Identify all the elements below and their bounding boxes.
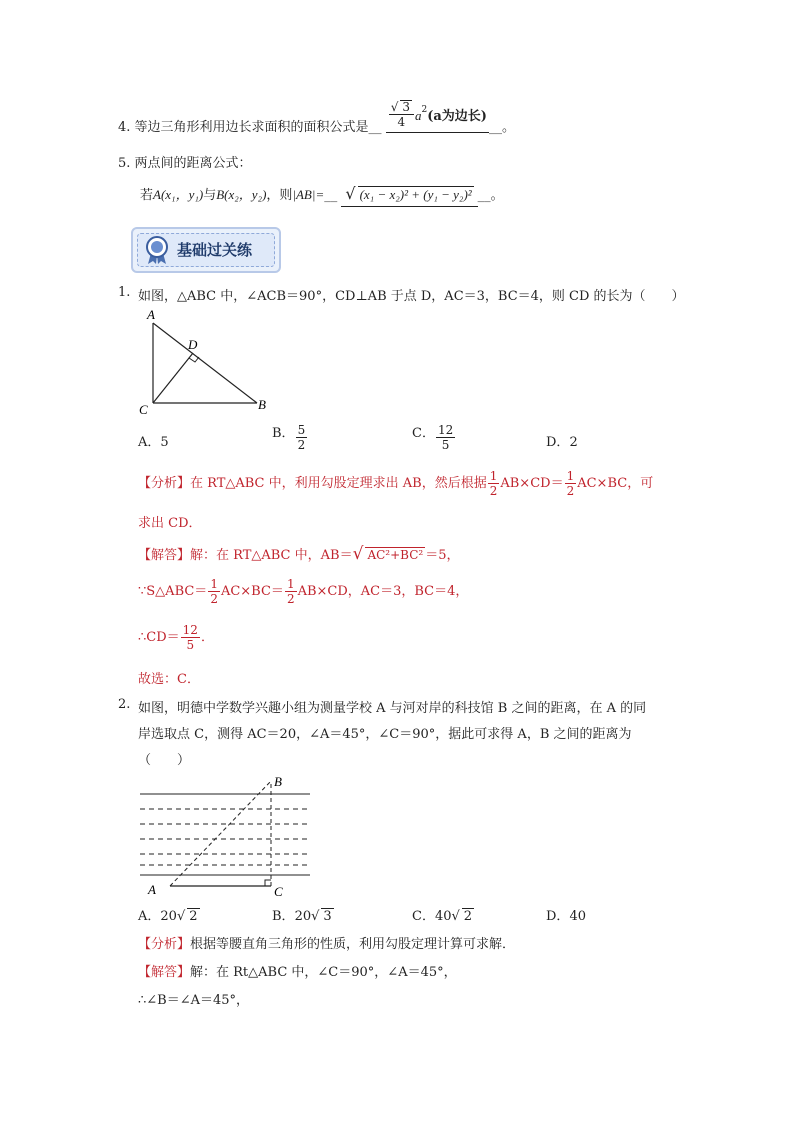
fraction-sqrt3-over-4 — [389, 100, 414, 128]
q1-triangle-figure — [130, 305, 280, 420]
point-b: B(x₂，y₂) — [216, 187, 267, 202]
answer-text: 解：在 Rt△ABC 中，∠C＝90°，∠A＝45°， — [190, 965, 457, 980]
section-banner — [131, 227, 281, 273]
item-4-text: 4. 等边三角形利用边长求面积的面积公式是 — [118, 120, 369, 135]
fraction-12-5: $\frac{12}{5}$ — [182, 623, 198, 652]
q1-number: 1. — [118, 285, 131, 300]
point-a: A(x₁，y₁) — [153, 187, 204, 202]
item-5-title: 5. 两点间的距离公式： — [118, 156, 252, 171]
blank-left: __ — [324, 188, 338, 203]
q1-option-c[interactable]: C． $\frac{12}{5}$ — [412, 423, 454, 452]
distance-formula — [341, 184, 477, 207]
exponent: 2 — [421, 105, 428, 116]
side-note: (a为边长) — [427, 108, 487, 124]
radicand: AC²+BC² — [367, 548, 424, 562]
then-word: ，则 — [266, 188, 293, 203]
half-fraction: $\frac{1}{2}$ — [210, 577, 218, 606]
q1-answer-line-3: ∴CD＝ $\frac{12}{5}$ ． — [138, 623, 214, 652]
variable-a: a — [414, 107, 422, 123]
label-c: C — [139, 402, 148, 417]
q2-option-b[interactable]: B．20√ 3 — [272, 909, 332, 924]
radicand: 3 — [402, 100, 410, 114]
blank-right: __。 — [477, 188, 504, 203]
q1-choice: 故选：C． — [138, 672, 200, 687]
half-fraction: $\frac{1}{2}$ — [286, 577, 295, 606]
analysis-tag: 【分析】 — [138, 476, 191, 491]
side-ab — [153, 323, 257, 403]
q1-stem: 如图，△ABC 中，∠ACB＝90°，CD⊥AB 于点 D，AC＝3，BC＝4，则 CD 的长为（ ） — [138, 289, 685, 304]
fraction-12-5: $\frac{12}{5}$ — [437, 423, 454, 452]
q2-option-c[interactable]: C．40√ 2 — [412, 909, 473, 924]
analysis-tag: 【分析】 — [138, 937, 191, 952]
blank-left: __ — [368, 120, 382, 135]
label-c: C — [274, 884, 283, 897]
ab-length: |AB|= — [292, 187, 325, 202]
label-b: B — [258, 397, 266, 412]
q2-number: 2. — [118, 697, 131, 712]
q1-option-d[interactable]: D．2 — [546, 435, 578, 450]
analysis-text-1: 在 RT△ABC 中，利用勾股定理求出 AB，然后根据 — [190, 476, 487, 491]
area-formula — [386, 100, 489, 133]
q1-option-b[interactable]: B． $\frac{5}{2}$ — [272, 423, 306, 452]
radical-sign: √ — [390, 100, 399, 114]
radical-sign: √ — [352, 544, 364, 564]
answer-tag: 【解答】 — [138, 548, 191, 563]
radicand: (x₁ − x₂)² + (y₁ − y₂)² — [359, 187, 472, 202]
q2-answer-line-1 — [138, 961, 457, 980]
q1-analysis-line-2: 求出 CD． — [138, 516, 202, 531]
item-5-formula-line — [140, 184, 504, 212]
blank-right: __。 — [488, 120, 515, 135]
q2-stem-line-2: 岸选取点 C，测得 AC＝20，∠A＝45°，∠C＝90°，据此可求得 A，B 之间的距离为 — [138, 727, 632, 742]
label-d: D — [188, 337, 198, 352]
q1-answer-line-2: ∵S△ABC＝ $\frac{1}{2}$ AC×BC＝ $\frac{1}{2}$ AB×CD，AC＝3，BC＝4， — [138, 577, 469, 606]
q2-stem-line-3: （ ） — [138, 753, 191, 768]
label-b: B — [274, 774, 282, 789]
label-a: A — [147, 307, 155, 322]
item-4 — [118, 100, 515, 146]
q2-option-d[interactable]: D．40 — [546, 909, 586, 924]
label-a: A — [148, 882, 156, 897]
right-angle-mark — [265, 880, 271, 886]
medal-icon — [143, 235, 171, 265]
if-word: 若 — [140, 188, 154, 203]
q2-stem-line-1: 如图，明德中学数学兴趣小组为测量学校 A 与河对岸的科技馆 B 之间的距离，在 A 的同 — [138, 701, 647, 716]
fraction-5-2: $\frac{5}{2}$ — [297, 423, 306, 452]
q1-answer-line-1: 【解答】解：在 RT△ABC 中，AB＝√ AC²+BC² ＝5， — [138, 544, 460, 564]
half-fraction: $\frac{1}{2}$ — [566, 469, 575, 498]
q2-answer-line-2: ∴∠B＝∠A＝45°， — [138, 993, 250, 1008]
q2-analysis — [138, 933, 515, 952]
banner-title: 基础过关练 — [177, 241, 253, 259]
q2-river-figure — [135, 772, 315, 897]
altitude-cd — [153, 353, 193, 403]
analysis-text: 根据等腰直角三角形的性质，利用勾股定理计算可求解． — [190, 937, 516, 952]
answer-tag: 【解答】 — [138, 965, 191, 980]
q1-option-a[interactable]: A．5 — [138, 435, 169, 450]
with-word: 与 — [203, 188, 217, 203]
radical-sign: √ — [345, 184, 356, 203]
q1-analysis: 【分析】在 RT△ABC 中，利用勾股定理求出 AB，然后根据 $\frac{1}{2}$ AB×CD＝ $\frac{1}{2}$ AC×BC，可 — [138, 469, 654, 498]
q2-option-a[interactable]: A．20√ 2 — [138, 909, 198, 924]
segment-ab — [170, 781, 271, 886]
half-fraction: $\frac{1}{2}$ — [489, 469, 498, 498]
denominator: 4 — [397, 115, 406, 129]
